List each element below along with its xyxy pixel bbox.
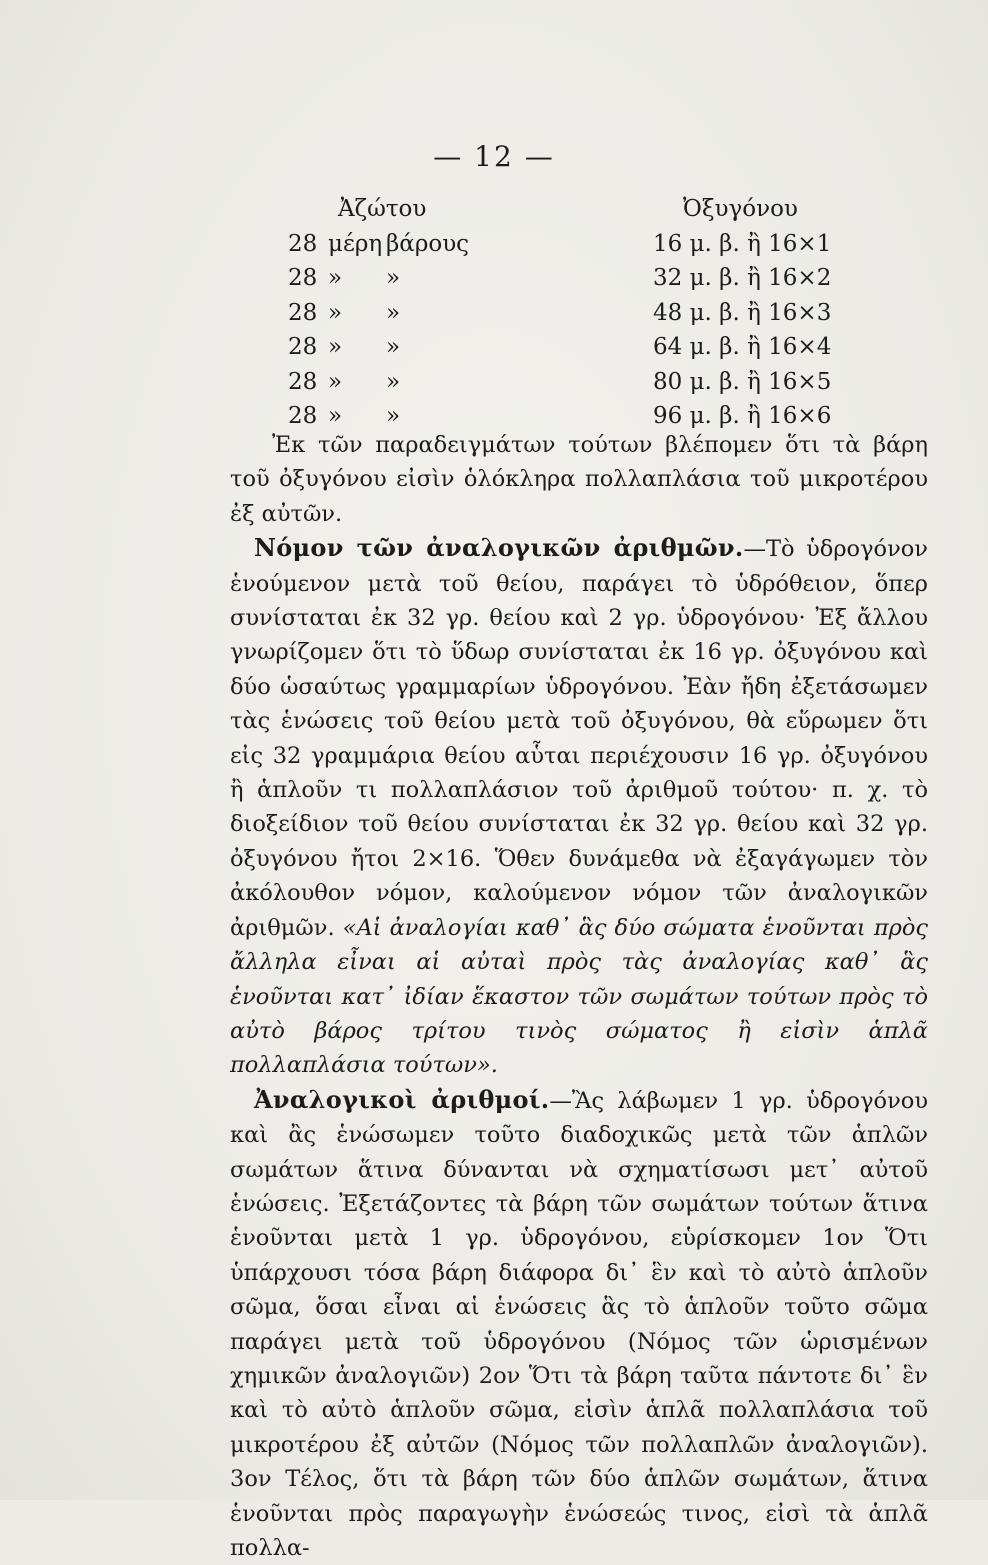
nitrogen-amount: 28 (288, 403, 318, 429)
page-number: — 12 — (433, 140, 555, 173)
nitrogen-cell (288, 365, 653, 400)
table-row (288, 296, 868, 331)
table-row (288, 227, 868, 262)
oxygen-cell: 32 μ. β. ἢ 16×2 (653, 265, 832, 291)
nitrogen-unit-2: βάρους (386, 230, 470, 257)
nitrogen-unit-2: » (386, 368, 401, 395)
nitrogen-cell (288, 261, 653, 296)
section-heading: Ἀναλογικοὶ ἀριθμοί. (254, 1084, 550, 1114)
section-heading: Νόμον τῶν ἀναλογικῶν ἀριθμῶν. (254, 533, 744, 563)
oxygen-cell: 96 μ. β. ἢ 16×6 (653, 403, 832, 429)
paragraph-proportional-numbers (230, 1083, 928, 1565)
nitrogen-unit-1: » (328, 334, 343, 360)
nitrogen-amount: 28 (288, 230, 318, 257)
table-row (288, 261, 868, 296)
paragraph-conclusion: Ἐκ τῶν παραδειγμάτων τούτων βλέπομεν ὅτι τὰ βάρη τοῦ ὀξυγόνου εἰσὶν ὁλόκληρα πολλαπλάσια τοῦ μικροτέρου ἐξ αὐτῶν. (230, 432, 928, 527)
nitrogen-amount: 28 (288, 334, 318, 360)
nitrogen-unit-2: » (386, 403, 401, 429)
nitrogen-unit-2: » (386, 265, 401, 291)
header-oxygen: Ὀξυγόνου (683, 196, 798, 222)
weights-table (288, 192, 868, 434)
body-text (230, 428, 928, 1565)
nitrogen-unit-1: » (328, 299, 343, 326)
paragraph-law-of-proportional-numbers (230, 531, 928, 1083)
paragraph-text: —Τὸ ὑδρογόνον ἑνούμενον μετὰ τοῦ θείου, παράγει τὸ ὑδρόθειον, ὅπερ συνίσταται ἐκ 32 γρ. θείου καὶ 2 γρ. ὑδρογόνου· Ἐξ ἄλλου γνωρίζομεν ὅτι τὸ ὕδωρ συνίσταται ἐκ 16 γρ. ὀξυγόνου καὶ δύο ὡσαύτως γραμμαρίων ὑδρογόνου. Ἐὰν ἤδη ἐξετάσωμεν τὰς ἑνώσεις τοῦ θείου μετὰ τοῦ ὀξυγόνου, θὰ εὕρωμεν ὅτι εἰς 32 γραμμάρια θείου αὗται περιέχουσιν 16 γρ. ὀξυγόνου ἢ ἁπλοῦν τι πολλαπλάσιον τοῦ ἀριθμοῦ τούτου· π. χ. τὸ διοξείδιον τοῦ θείου συνίσταται ἐκ 32 γρ. θείου καὶ 32 γρ. ὀξυγόνου ἤτοι 2×16. Ὅθεν δυνάμεθα νὰ ἐξαγάγωμεν τὸν ἀκόλουθον νόμον, καλούμενον νόμον τῶν ἀναλογικῶν ἀριθμῶν. (230, 536, 928, 941)
oxygen-cell: 48 μ. β. ἢ 16×3 (653, 299, 832, 326)
oxygen-cell: 80 μ. β. ἢ 16×5 (653, 368, 832, 395)
nitrogen-unit-1: » (328, 403, 343, 429)
table-row (288, 330, 868, 365)
oxygen-cell: 64 μ. β. ἢ 16×4 (653, 334, 832, 360)
nitrogen-cell (288, 330, 653, 365)
header-nitrogen: Ἀζώτου (338, 196, 427, 222)
nitrogen-amount: 28 (288, 368, 318, 395)
nitrogen-cell (288, 296, 653, 331)
table-row (288, 365, 868, 400)
nitrogen-amount: 28 (288, 299, 318, 326)
paragraph-text: —Ἂς λάβωμεν 1 γρ. ὑδρογόνου καὶ ἂς ἑνώσωμεν τοῦτο διαδοχικῶς μετὰ τῶν ἁπλῶν σωμάτων ἅτινα δύνανται νὰ σχηματίσωσι μετ᾽ αὐτοῦ ἑνώσεις. Ἐξετάζοντες τὰ βάρη τῶν σωμάτων τούτων ἅτινα ἑνοῦνται μετὰ 1 γρ. ὑδρογόνου, εὑρίσκομεν 1ον Ὅτι ὑπάρχουσι τόσα βάρη διάφορα δι᾽ ἓν καὶ τὸ αὐτὸ ἁπλοῦν σῶμα, ὅσαι εἶναι αἱ ἑνώσεις ἃς τὸ ἁπλοῦν τοῦτο σῶμα παράγει μετὰ τοῦ ὑδρογόνου (Νόμος τῶν ὡρισμένων χημικῶν ἀναλογιῶν) 2ον Ὅτι τὰ βάρη ταῦτα πάντοτε δι᾽ ἓν καὶ τὸ αὐτὸ ἁπλοῦν σῶμα, εἰσὶν ἁπλᾶ πολλαπλάσια τοῦ μικροτέρου ἐξ αὐτῶν (Νόμος τῶν πολλαπλῶν ἀναλογιῶν). 3ον Τέλος, ὅτι τὰ βάρη τῶν δύο ἁπλῶν σωμάτων, ἅτινα ἑνοῦνται πρὸς παραγωγὴν ἑνώσεώς τινος, εἰσὶ τὰ ἁπλᾶ πολλα- (230, 1087, 928, 1561)
nitrogen-cell (288, 227, 653, 262)
nitrogen-unit-1: » (328, 368, 343, 395)
law-statement: «Αἱ ἀναλογίαι καθ᾽ ἃς δύο σώματα ἑνοῦνται πρὸς ἄλληλα εἶναι αἱ αὐταὶ πρὸς τὰς ἀναλογίας καθ᾽ ἃς ἑνοῦνται κατ᾽ ἰδίαν ἕκαστον τῶν σωμάτων τούτων πρὸς τὸ αὐτὸ βάρος τρίτου τινὸς σώματος ἢ εἰσὶν ἁπλᾶ πολλαπλάσια τούτων». (230, 914, 928, 1079)
oxygen-cell: 16 μ. β. ἢ 16×1 (653, 230, 832, 257)
nitrogen-unit-2: » (386, 299, 401, 326)
nitrogen-unit-1: » (328, 265, 343, 291)
table-header (288, 192, 868, 227)
nitrogen-amount: 28 (288, 265, 318, 291)
nitrogen-unit-2: » (386, 334, 401, 360)
nitrogen-unit-1: μέρη (328, 230, 383, 257)
